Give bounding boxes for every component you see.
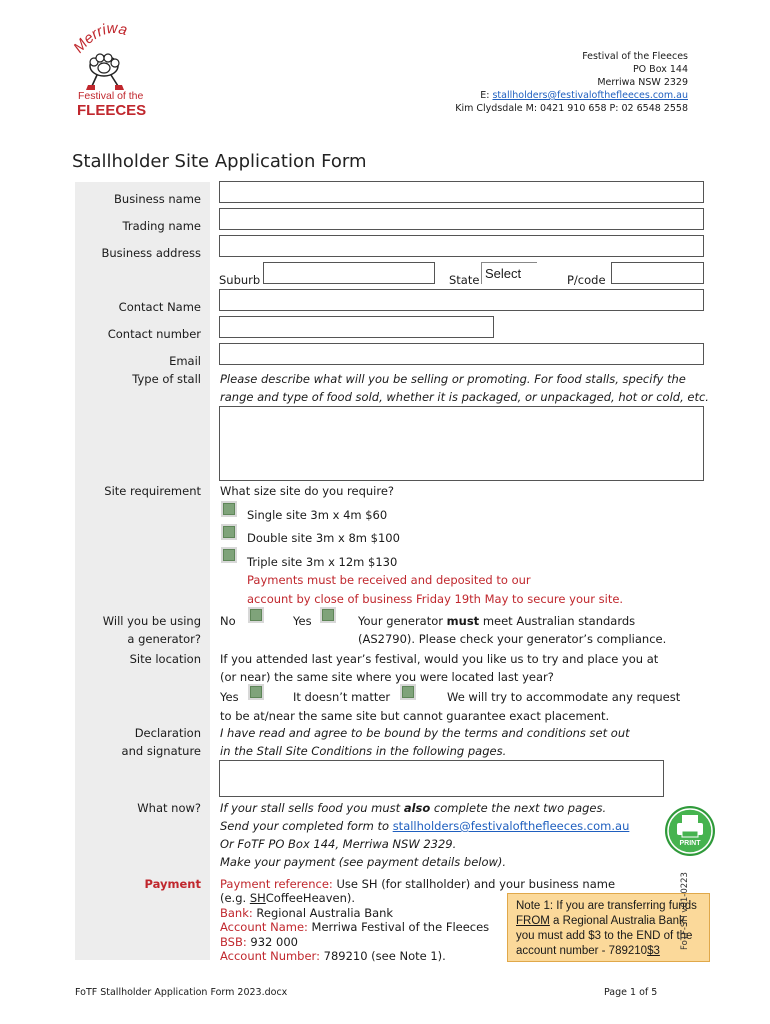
note1-line4-u: $3 xyxy=(647,945,660,957)
bsb-line xyxy=(220,935,298,949)
bsb-label: BSB: xyxy=(220,935,247,949)
signature-input[interactable] xyxy=(219,760,664,797)
location-accommodate-2: to be at/near the same site but cannot guarantee exact placement. xyxy=(220,709,610,723)
generator-yes-label: Yes xyxy=(293,614,312,628)
payment-ref-line xyxy=(220,877,615,891)
generator-note-1 xyxy=(358,614,635,628)
single-site-checkbox[interactable] xyxy=(221,501,237,517)
what-now-line2-pre: Send your completed form to xyxy=(220,819,393,833)
what-now-line1-post: complete the next two pages. xyxy=(430,801,607,815)
label-business-address: Business address xyxy=(101,246,201,260)
what-now-line1-bold: also xyxy=(403,801,431,815)
trading-name-input[interactable] xyxy=(219,208,704,230)
label-site-requirement: Site requirement xyxy=(104,484,201,498)
what-now-line1 xyxy=(220,801,606,815)
suburb-label: Suburb xyxy=(219,273,261,287)
label-email: Email xyxy=(169,354,201,368)
payment-example-line xyxy=(220,891,355,905)
header-email-link[interactable]: stallholders@festivalofthefleeces.com.au xyxy=(492,90,688,101)
generator-note-pre: Your generator xyxy=(358,614,447,628)
account-number-value: 789210 (see Note 1). xyxy=(319,949,446,963)
header-town: Merriwa NSW 2329 xyxy=(597,77,688,88)
suburb-input[interactable] xyxy=(263,262,435,284)
footer-page-number: Page 1 of 5 xyxy=(604,987,658,998)
double-site-checkbox[interactable] xyxy=(221,524,237,540)
single-site-label: Single site 3m x 4m $60 xyxy=(247,508,388,522)
stall-description-line1: Please describe what will you be selling or promoting. For food stalls, specify the xyxy=(220,372,686,386)
page-title: Stallholder Site Application Form xyxy=(72,151,367,172)
label-what-now: What now? xyxy=(137,801,201,815)
account-number-label: Account Number: xyxy=(220,949,320,963)
print-button-label: PRINT xyxy=(679,840,701,847)
what-now-line2 xyxy=(220,819,629,833)
generator-note-post: meet Australian standards xyxy=(479,614,636,628)
header-po-box: PO Box 144 xyxy=(632,64,688,75)
bank-line xyxy=(220,906,393,920)
location-line1: If you attended last year’s festival, would you like us to try and place you at xyxy=(220,652,659,666)
label-type-of-stall: Type of stall xyxy=(132,372,201,386)
payment-example-post: CoffeeHeaven). xyxy=(265,891,356,905)
payment-deadline-note-2: account by close of business Friday 19th May to secure your site. xyxy=(247,592,624,606)
payment-deadline-note-1: Payments must be received and deposited to our xyxy=(247,573,531,587)
header-email-line xyxy=(480,89,688,102)
account-name-label: Account Name: xyxy=(220,920,308,934)
contact-number-input[interactable] xyxy=(219,316,494,338)
label-generator-1: Will you be using xyxy=(102,614,201,628)
contact-name-input[interactable] xyxy=(219,289,704,311)
print-button[interactable] xyxy=(664,805,716,857)
printer-icon xyxy=(664,805,716,857)
location-doesnt-matter-label: It doesn’t matter xyxy=(293,690,391,704)
payment-ref-value: Use SH (for stallholder) and your business name xyxy=(332,877,616,891)
label-contact-number: Contact number xyxy=(107,327,201,341)
label-trading-name: Trading name xyxy=(122,219,201,233)
note1-line2-rest: a Regional Australia Bank, xyxy=(549,915,688,927)
payment-ref-label: Payment reference: xyxy=(220,877,333,891)
what-now-line3: Or FoTF PO Box 144, Merriwa NSW 2329. xyxy=(220,837,457,851)
state-select-value: Select xyxy=(485,266,522,281)
generator-no-checkbox[interactable] xyxy=(248,607,264,623)
generator-note-2: (AS2790). Please check your generator’s compliance. xyxy=(358,632,667,646)
location-yes-label: Yes xyxy=(220,690,239,704)
site-question: What size site do you require? xyxy=(220,484,395,498)
label-payment: Payment xyxy=(144,877,201,891)
postcode-input[interactable] xyxy=(611,262,704,284)
triple-site-checkbox[interactable] xyxy=(221,547,237,563)
note1-line3: you must add $3 to the END of the xyxy=(516,930,693,942)
location-accommodate-1: We will try to accommodate any request xyxy=(447,690,681,704)
label-business-name: Business name xyxy=(114,192,201,206)
email-input[interactable] xyxy=(219,343,704,365)
side-document-code: FoTF-SH v01-0223 xyxy=(680,872,690,950)
header-contact: Kim Clydsdale M: 0421 910 658 P: 02 6548 2558 xyxy=(455,103,688,114)
bank-value: Regional Australia Bank xyxy=(252,906,394,920)
bsb-value: 932 000 xyxy=(246,935,298,949)
label-contact-name: Contact Name xyxy=(118,300,201,314)
payment-example-pre: (e.g. xyxy=(220,891,250,905)
account-name-value: Merriwa Festival of the Fleeces xyxy=(307,920,490,934)
label-declaration-2: and signature xyxy=(121,744,201,758)
location-line2: (or near) the same site where you were located last year? xyxy=(220,670,554,684)
what-now-line1-pre: If your stall sells food you must xyxy=(220,801,404,815)
label-generator-2: a generator? xyxy=(127,632,201,646)
location-doesnt-matter-checkbox[interactable] xyxy=(400,684,416,700)
bank-label: Bank: xyxy=(220,906,253,920)
header-email-prefix: E: xyxy=(480,90,493,101)
stall-description-textarea[interactable] xyxy=(219,406,704,481)
location-yes-checkbox[interactable] xyxy=(248,684,264,700)
stall-description-line2: range and type of food sold, whether it is packaged, or unpackaged, hot or cold, etc. xyxy=(220,390,709,404)
note1-from: FROM xyxy=(516,915,550,927)
svg-text:Merriwa: Merriwa xyxy=(70,19,130,57)
header-org: Festival of the Fleeces xyxy=(582,51,688,62)
state-label: State xyxy=(449,273,480,287)
payment-example-sh: SH xyxy=(249,891,266,905)
logo-line1: Festival of the xyxy=(78,90,144,102)
postcode-label: P/code xyxy=(567,273,606,287)
what-now-email-link[interactable]: stallholders@festivalofthefleeces.com.au xyxy=(392,819,630,833)
footer-filename: FoTF Stallholder Application Form 2023.docx xyxy=(75,987,288,998)
account-name-line xyxy=(220,920,489,934)
declaration-line1: I have read and agree to be bound by the terms and conditions set out xyxy=(220,726,630,740)
account-number-line xyxy=(220,949,446,963)
declaration-line2: in the Stall Site Conditions in the following pages. xyxy=(220,744,507,758)
generator-no-label: No xyxy=(220,614,236,628)
note1-line1: Note 1: If you are transferring funds xyxy=(516,900,697,912)
business-address-input[interactable] xyxy=(219,235,704,257)
double-site-label: Double site 3m x 8m $100 xyxy=(247,531,400,545)
label-declaration-1: Declaration xyxy=(134,726,201,740)
note1-line4-pre: account number - 789210 xyxy=(516,945,648,957)
what-now-line4: Make your payment (see payment details below). xyxy=(220,855,507,869)
label-column-bg xyxy=(75,182,210,960)
state-select[interactable] xyxy=(481,262,537,284)
generator-note-bold: must xyxy=(446,614,480,628)
business-name-input[interactable] xyxy=(219,181,704,203)
logo-line2: FLEECES xyxy=(77,102,147,119)
label-site-location: Site location xyxy=(129,652,201,666)
generator-yes-checkbox[interactable] xyxy=(320,607,336,623)
triple-site-label: Triple site 3m x 12m $130 xyxy=(247,555,398,569)
